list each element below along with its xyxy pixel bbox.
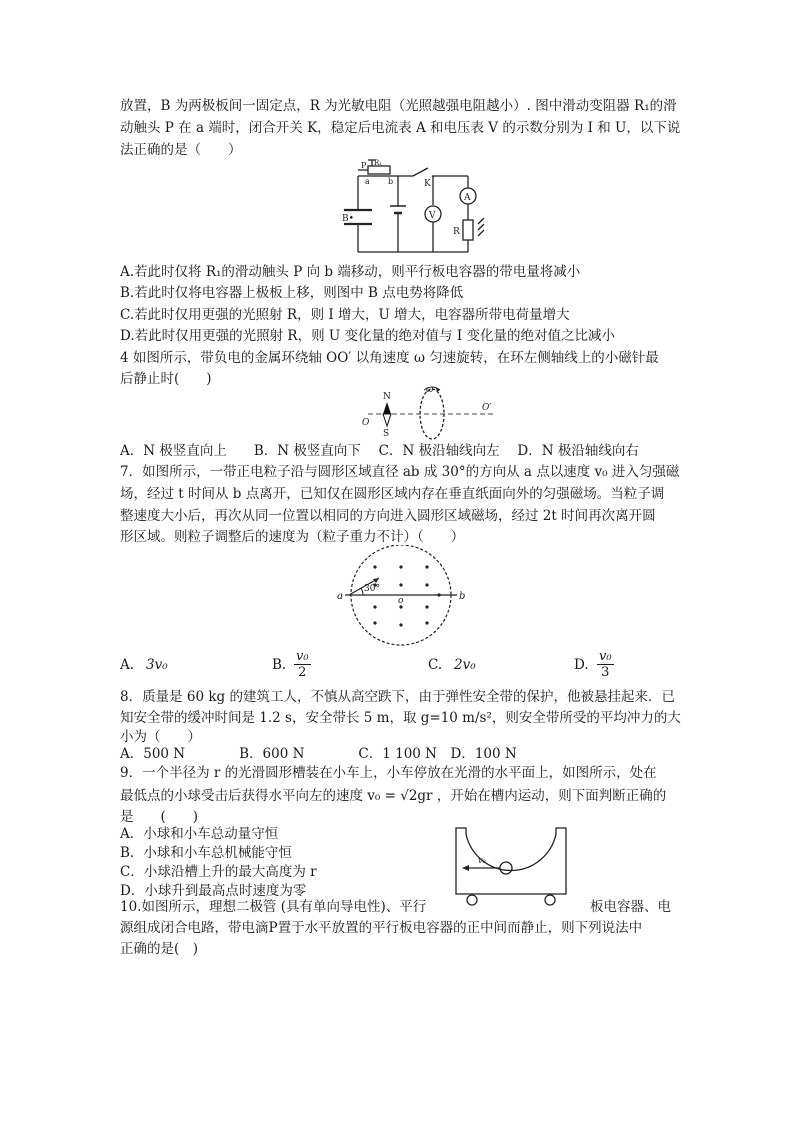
q4-options: A．N 极竖直向上 B．N 极竖直向下 C．N 极沿轴线向左 D．N 极沿轴线向右 [120,443,639,459]
q8-line-1: 8．质量是 60 kg 的建筑工人，不慎从高空跌下，由于弹性安全带的保护，他被悬挂起来．已 [120,689,675,705]
q4-line-2: 后静止时( ) [120,371,212,387]
label-k: K [424,179,431,189]
q3-option-d: D.若此时仅用更强的光照射 R，则 U 变化量的绝对值与 I 变化量的绝对值之比减小 [120,328,615,344]
q7-option-d-label: D. [574,657,589,673]
ammeter-label: A [464,193,471,203]
fraction-denominator: 2 [298,665,307,680]
q8-line-2: 知安全带的缓冲时间是 1.2 s，安全带长 5 m，取 g=10 m/s²，则安全带所受的平均冲力的大 [120,710,681,726]
q10-line-1-right: 板电容器、电 [590,899,671,915]
q3-line-2: 动触头 P 在 a 端时，闭合开关 K，稳定后电流表 A 和电压表 V 的示数分别为 I 和 U，以下说 [120,120,681,136]
magnetic-field-circle-diagram [333,545,467,647]
q9-line-2: 最低点的小球受击后获得水平向左的速度 v₀ = √2gr ，开始在槽内运动，则下面判断正确的 [120,788,667,804]
voltmeter-label: V [429,211,436,221]
q7-line-2: 场，经过 t 时间从 b 点离开，已知仅在圆形区域内存在垂直纸面向外的匀强磁场。当粒子调 [120,486,665,502]
label-angle: 30° [364,584,380,594]
q7-line-4: 形区域。则粒子调整后的速度为（粒子重力不计）（ ） [120,529,465,545]
q3-option-c: C.若此时仅用更强的光照射 R，则 I 增大，U 增大，电容器所带电荷量增大 [120,307,570,323]
fraction-denominator: 3 [601,665,610,680]
q7-line-1: 7．如图所示，一带正电粒子沿与圆形区域直径 ab 成 30°的方向从 a 点以速度 v₀ 进入匀强磁 [120,464,680,480]
q9-option-d: D．小球升到最高点时速度为零 [120,883,307,899]
photoresistor-label: R [453,227,460,237]
q9-option-c: C．小球沿槽上升的最大高度为 r [120,864,317,880]
q3-option-b: B.若此时仅将电容器上极板上移，则图中 B 点电势将降低 [120,285,464,301]
cart-groove-diagram [452,824,574,908]
fraction-numerator: v₀ [599,649,612,664]
omega-label: ω [426,385,434,395]
label-point-b: B• [342,214,354,224]
label-o-prime: O′ [482,403,492,413]
label-o: O [362,418,370,428]
q7-option-c-value: 2v₀ [454,657,476,673]
q3-line-3: 法正确的是（ ） [120,142,242,158]
q7-option-a-label: A. [120,657,135,673]
q9-line-3: 是 ( ) [120,809,199,825]
label-s: S [383,429,390,439]
q9-option-b: B．小球和小车总机械能守恒 [120,845,292,861]
q7-option-b-fraction [294,649,311,680]
label-o: o [398,596,404,606]
ring-magnet-diagram [362,384,502,442]
q4-line-1: 4 如图所示，带负电的金属环绕轴 OO′ 以角速度 ω 匀速旋转，在环左侧轴线上的小磁针最 [120,350,659,366]
q9-option-a: A．小球和小车总动量守恒 [120,826,279,842]
label-n: N [383,392,391,402]
q9-line-1: 9．一个半径为 r 的光滑圆形槽装在小车上，小车停放在光滑的水平面上，如图所示，处在 [120,765,657,781]
label-a: a [365,177,370,186]
label-a: a [337,591,343,602]
q3-line-1: 放置，B 为两极板间一固定点，R 为光敏电阻（光照越强电阻越小）. 图中滑动变阻器 R₁的滑 [120,98,677,114]
q10-line-2: 源组成闭合电路，带电滴P置于水平放置的平行板电容器的正中间而静止，则下列说法中 [120,920,643,936]
q8-line-3: 小为（ ） [120,729,201,745]
label-v0: v₀ [478,856,486,865]
label-p: P [361,161,367,170]
q10-line-1-left: 10.如图所示，理想二极管 (具有单向导电性)、平行 [120,899,427,915]
q7-option-d-fraction [597,649,614,680]
label-b: b [459,591,466,602]
fraction-numerator: v₀ [296,649,309,664]
q7-option-a-value: 3v₀ [146,657,168,673]
q3-option-a: A.若此时仅将 R₁的滑动触头 P 向 b 端移动，则平行板电容器的带电量将减小 [120,264,581,280]
circuit-diagram [328,158,498,258]
q7-line-3: 整速度大小后，再次从同一位置以相同的方向进入圆形区域磁场，经过 2t 时间再次离开圆 [120,508,656,524]
label-b: b [388,177,394,186]
q7-option-b-label: B. [272,657,287,673]
q7-option-c-label: C. [428,657,443,673]
q10-line-3: 正确的是( ) [120,941,199,957]
label-r1: R₁ [374,159,383,167]
q8-options: A．500 N B．600 N C．1 100 N D．100 N [120,746,517,762]
